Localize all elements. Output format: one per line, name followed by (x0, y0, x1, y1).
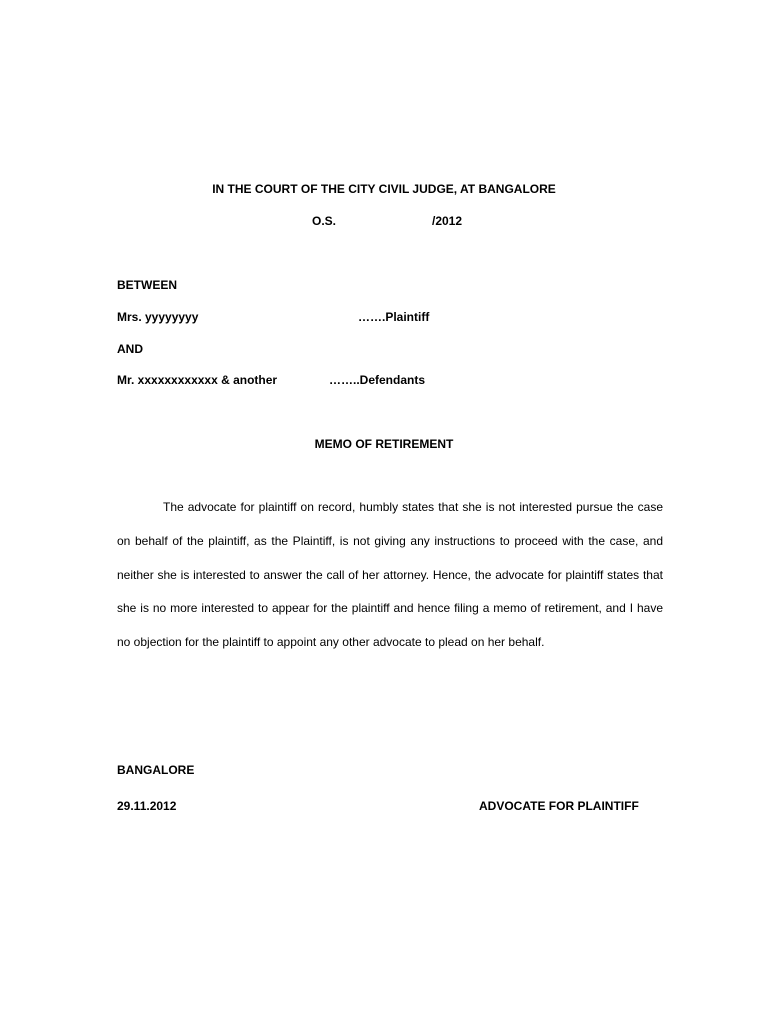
plaintiff-role: …….Plaintiff (358, 310, 430, 324)
defendant-role: ……..Defendants (329, 373, 426, 387)
memo-body: The advocate for plaintiff on record, humbly states that she is not interested pursue the case on behalf of the plaintiff, as the Plaintiff, is not giving any instructions to proceed with the case, and neither she is interested to answer the call of her attorney. Hence, the advocate for plaintiff states that she is no more interested to appear for the plaintiff and hence filing a memo of retirement, and I have no objection for the plaintiff to appoint any other advocate to plead on her behalf. (117, 500, 663, 650)
footer-date: 29.11.2012 (117, 799, 177, 813)
footer-signatory: ADVOCATE FOR PLAINTIFF (479, 799, 639, 813)
plaintiff-name: Mrs. yyyyyyyy (117, 310, 199, 324)
between-label: BETWEEN (117, 278, 177, 292)
footer-place: BANGALORE (117, 763, 195, 777)
memo-title: MEMO OF RETIREMENT (314, 437, 454, 451)
and-label: AND (117, 342, 143, 356)
defendant-name: Mr. xxxxxxxxxxxx & another (117, 373, 278, 387)
case-number-prefix: O.S. (312, 214, 337, 228)
case-number-suffix: /2012 (432, 214, 463, 228)
court-heading: IN THE COURT OF THE CITY CIVIL JUDGE, AT BANGALORE (212, 182, 556, 196)
